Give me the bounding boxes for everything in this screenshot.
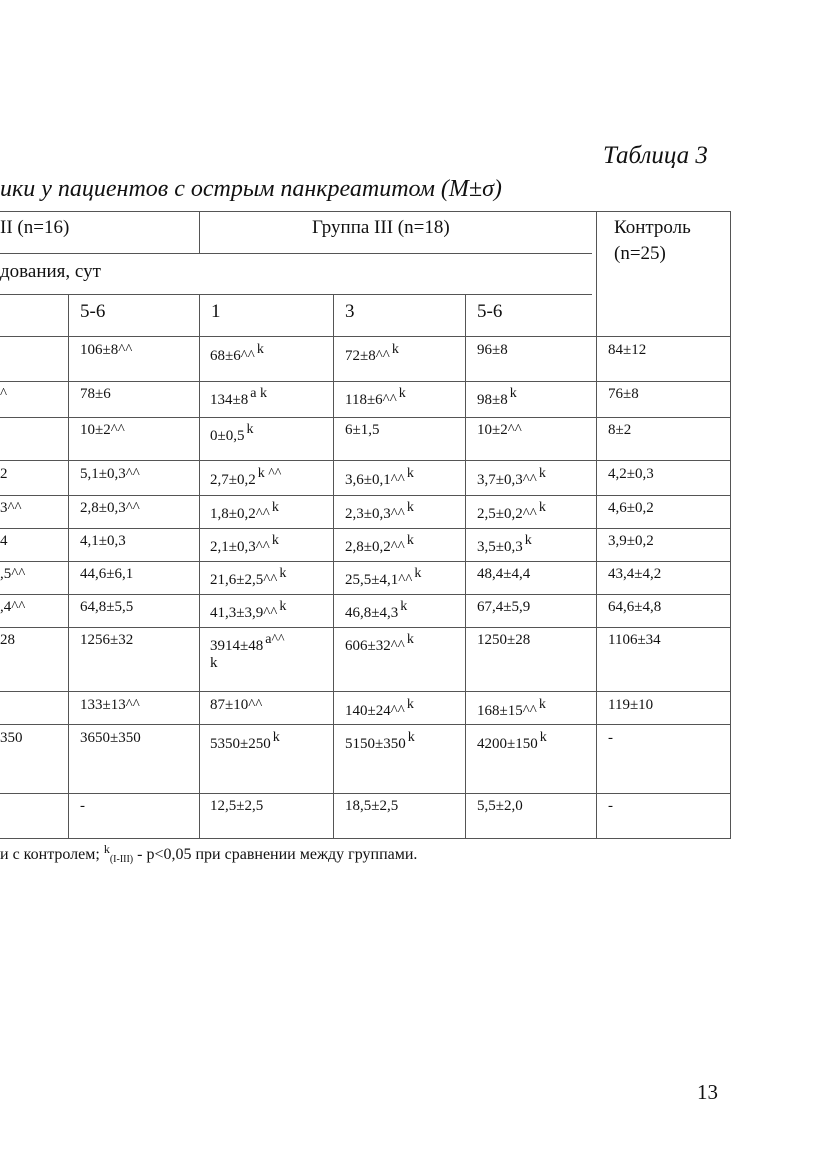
table-cell: 3^^ <box>0 500 22 516</box>
significance-mark: k <box>279 599 287 614</box>
significance-mark: k <box>398 386 406 401</box>
table-cell: 4,1±0,3 <box>80 533 126 549</box>
table-cell: 46,8±4,3 k <box>345 599 408 621</box>
table-cell: 5,1±0,3^^ <box>80 466 140 482</box>
header-control: Контроль <box>614 217 691 238</box>
table-cell: 2,8±0,2^^ k <box>345 533 414 555</box>
table-cell: 44,6±6,1 <box>80 566 134 582</box>
table-cell: 118±6^^ k <box>345 386 406 408</box>
table-cell: 2,1±0,3^^ k <box>210 533 279 555</box>
header-day-ii-5-6: 5-6 <box>80 301 106 322</box>
significance-mark: k <box>539 730 547 745</box>
header-day-iii-1: 1 <box>211 301 221 322</box>
table-cell: 10±2^^ <box>80 422 125 438</box>
significance-mark: k <box>400 599 408 614</box>
table-cell: 4,6±0,2 <box>608 500 654 516</box>
significance-mark: k <box>256 342 264 357</box>
table-cell: 10±2^^ <box>477 422 522 438</box>
table-cell: - <box>608 730 613 746</box>
table-cell: 25,5±4,1^^ k <box>345 566 422 588</box>
table-label: Таблица 3 <box>603 142 708 169</box>
table-cell: 4200±150 k <box>477 730 547 752</box>
table-cell: 2,8±0,3^^ <box>80 500 140 516</box>
table-cell: 64,8±5,5 <box>80 599 134 615</box>
table-cell: ,5^^ <box>0 566 26 582</box>
table-cell: 140±24^^ k <box>345 697 414 719</box>
table-cell: 87±10^^ <box>210 697 263 713</box>
significance-mark: k <box>414 566 422 581</box>
significance-mark: k <box>509 386 517 401</box>
table-cell: 84±12 <box>608 342 647 358</box>
significance-mark: k <box>538 466 546 481</box>
significance-mark: k <box>246 422 254 437</box>
table-cell: 2,3±0,3^^ k <box>345 500 414 522</box>
table-cell: 67,4±5,9 <box>477 599 531 615</box>
table-cell: 98±8 k <box>477 386 517 408</box>
header-day-iii-3: 3 <box>345 301 355 322</box>
header-control-n: (n=25) <box>614 243 666 264</box>
table-cell: 2 <box>0 466 8 482</box>
significance-mark: k <box>406 632 414 647</box>
header-days: дования, сут <box>0 261 101 282</box>
table-cell: 2,5±0,2^^ k <box>477 500 546 522</box>
table-cell: 2,7±0,2 k ^^ <box>210 466 282 488</box>
table-cell: 4 <box>0 533 8 549</box>
table-cell: 8±2 <box>608 422 632 438</box>
table-cell: 72±8^^ k <box>345 342 399 364</box>
significance-mark: k <box>524 533 532 548</box>
significance-mark: k <box>406 697 414 712</box>
table-cell: 76±8 <box>608 386 639 402</box>
table-cell: 0±0,5 k <box>210 422 254 444</box>
table-cell: 1106±34 <box>608 632 661 648</box>
table-cell: 21,6±2,5^^ k <box>210 566 287 588</box>
table-cell: 43,4±4,2 <box>608 566 662 582</box>
table-cell: 134±8 a k <box>210 386 267 408</box>
significance-mark-line2: k <box>210 655 218 672</box>
table-cell: 350 <box>0 730 23 746</box>
significance-mark: k <box>391 342 399 357</box>
table-cell: 3,5±0,3 k <box>477 533 532 555</box>
significance-mark: k <box>272 730 280 745</box>
table-cell: 119±10 <box>608 697 654 713</box>
table-cell: 48,4±4,4 <box>477 566 531 582</box>
significance-mark: k <box>406 466 414 481</box>
table-cell: 168±15^^ k <box>477 697 546 719</box>
table-cell: 4,2±0,3 <box>608 466 654 482</box>
table-cell: 12,5±2,5 <box>210 798 264 814</box>
table-cell: 5,5±2,0 <box>477 798 523 814</box>
table-cell: 1,8±0,2^^ k <box>210 500 279 522</box>
table-cell: 1250±28 <box>477 632 531 648</box>
table-cell: ^ <box>0 386 8 402</box>
significance-mark: k <box>538 697 546 712</box>
table-cell: 6±1,5 <box>345 422 380 438</box>
table-cell: 96±8 <box>477 342 508 358</box>
significance-mark: k <box>406 533 414 548</box>
page-number: 13 <box>697 1080 718 1104</box>
table-cell: - <box>80 798 85 814</box>
table-cell: 3,7±0,3^^ k <box>477 466 546 488</box>
significance-mark: a k <box>250 386 267 401</box>
table-cell: 3,9±0,2 <box>608 533 654 549</box>
footnote: и с контролем; $^k_{(I-III)}$ - p<0,05 при сравнении между группами. <box>0 842 418 865</box>
table-cell: 41,3±3,9^^ k <box>210 599 287 621</box>
significance-mark: k ^^ <box>257 466 282 481</box>
table-cell: 64,6±4,8 <box>608 599 662 615</box>
significance-mark: k <box>406 500 414 515</box>
table-cell: 106±8^^ <box>80 342 133 358</box>
table-cell: 3650±350 <box>80 730 141 746</box>
table-cell: 606±32^^ k <box>345 632 414 654</box>
significance-mark: k <box>407 730 415 745</box>
table-cell: 133±13^^ <box>80 697 140 713</box>
table-cell: 3914±48 a^^ k <box>210 632 285 672</box>
table-cell: ,4^^ <box>0 599 26 615</box>
significance-mark: k <box>538 500 546 515</box>
significance-mark: k <box>279 566 287 581</box>
significance-mark: k <box>271 500 279 515</box>
table-cell: 68±6^^ k <box>210 342 264 364</box>
table-cell: 3,6±0,1^^ k <box>345 466 414 488</box>
significance-mark: k <box>271 533 279 548</box>
table-caption: ики у пациентов с острым панкреатитом (M±σ) <box>0 176 502 202</box>
table-cell: 28 <box>0 632 15 648</box>
header-day-iii-5-6: 5-6 <box>477 301 503 322</box>
table-cell: 5350±250 k <box>210 730 280 752</box>
header-group-ii: II (n=16) <box>0 217 70 238</box>
table-cell: 1256±32 <box>80 632 134 648</box>
header-group-iii: Группа III (n=18) <box>312 217 450 238</box>
table-cell: 18,5±2,5 <box>345 798 399 814</box>
table-cell: 5150±350 k <box>345 730 415 752</box>
significance-mark: a^^ <box>265 632 285 647</box>
table-cell: - <box>608 798 613 814</box>
table-cell: 78±6 <box>80 386 111 402</box>
